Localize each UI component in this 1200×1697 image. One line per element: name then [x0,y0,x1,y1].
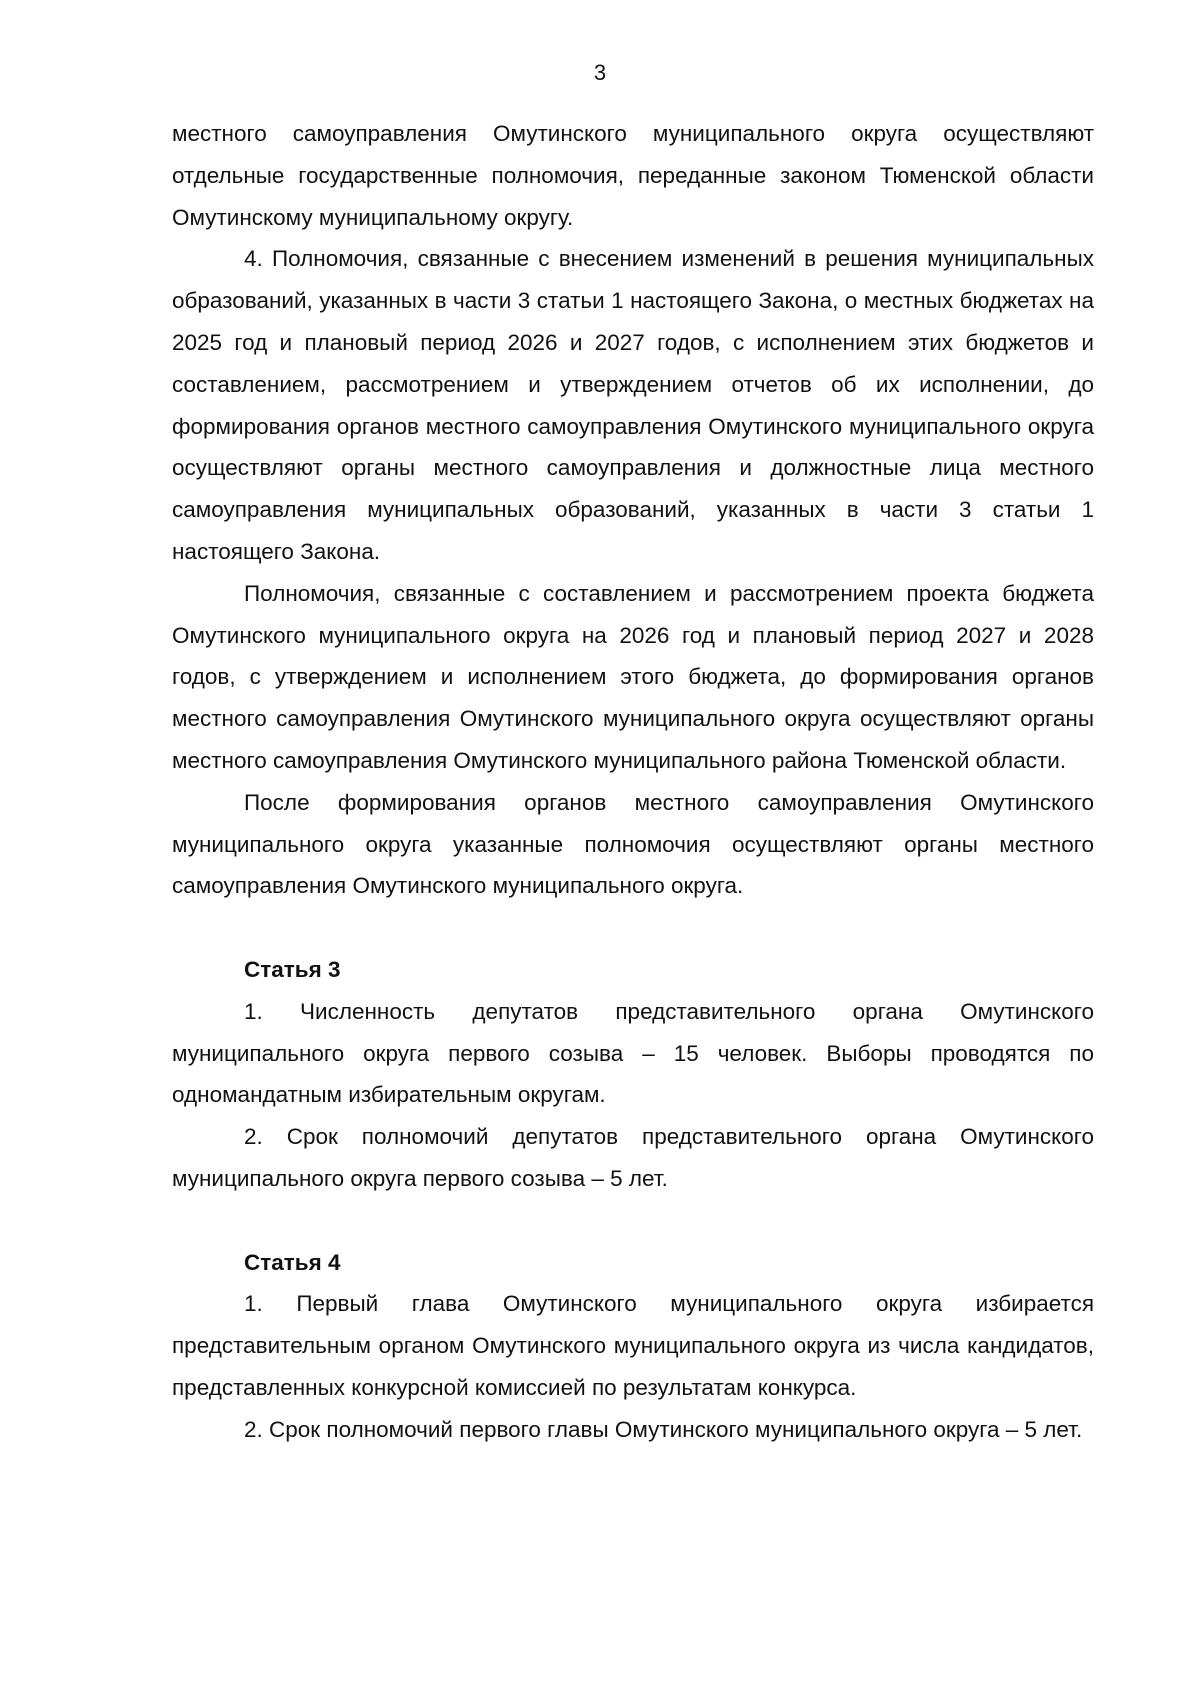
paragraph-continuation: местного самоуправления Омутинского муниципального округа осуществляют отдельные государственные полномочия, переданные законом Тюменской области Омутинскому муниципальному округу. [172,121,1094,230]
spacer [172,1200,1094,1242]
document-body [172,113,1094,1451]
article-4-item-1: 1. Первый глава Омутинского муниципального округа избирается представительным органом Омутинского муниципального округа из числа кандидатов, представленных конкурсной комиссией по результатам конкурса. [172,1291,1094,1400]
paragraph-budget-powers: Полномочия, связанные с составлением и рассмотрением проекта бюджета Омутинского муниципального округа на 2026 год и плановый период 2027 и 2028 годов, с утверждением и исполнением этого бюджета, до формирования органов местного самоуправления Омутинского муниципального округа осуществляют органы местного самоуправления Омутинского муниципального района Тюменской области. [172,580,1094,773]
article-4-heading: Статья 4 [244,1249,341,1275]
paragraph-item-4: 4. Полномочия, связанные с внесением изменений в решения муниципальных образований, указанных в части 3 статьи 1 настоящего Закона, о местных бюджетах на 2025 год и плановый период 2026 и 2027 годов, с исполнением этих бюджетов и составлением, рассмотрением и утверждением отчетов об их исполнении, до формирования органов местного самоуправления Омутинского муниципального округа осуществляют органы местного самоуправления и должностные лица местного самоуправления муниципальных образований, указанных в части 3 статьи 1 настоящего Закона. [172,246,1094,564]
article-3-item-2: 2. Срок полномочий депутатов представительного органа Омутинского муниципального округа первого созыва – 5 лет. [172,1124,1094,1191]
paragraph-after-formation: После формирования органов местного самоуправления Омутинского муниципального округа указанные полномочия осуществляют органы местного самоуправления Омутинского муниципального округа. [172,789,1094,899]
article-4-item-2: 2. Срок полномочий первого главы Омутинского муниципального округа – 5 лет. [244,1416,1083,1442]
article-3-heading: Статья 3 [244,956,341,982]
article-3-item-1: 1. Численность депутатов представительного органа Омутинского муниципального округа первого созыва – 15 человек. Выборы проводятся по одномандатным избирательным округам. [172,998,1094,1108]
page-number: 3 [593,60,607,85]
spacer [172,907,1094,949]
